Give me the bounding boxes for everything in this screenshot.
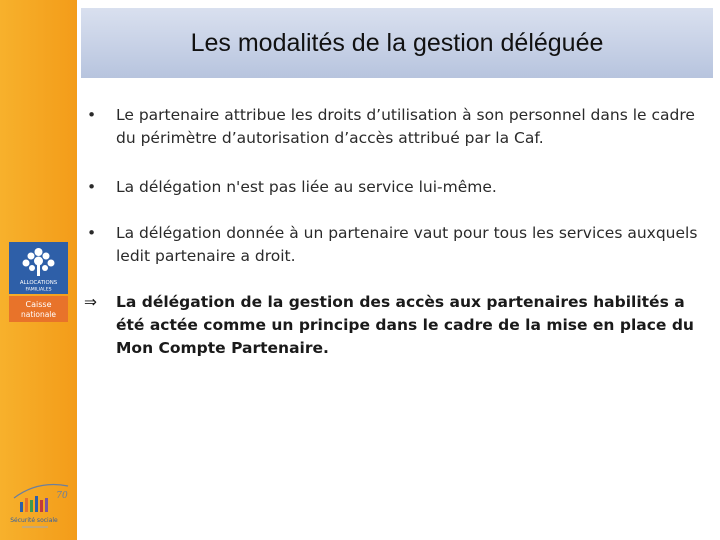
bullet-item — [84, 104, 709, 150]
secu-logo-line1: Sécurité sociale — [10, 517, 58, 524]
bullet-text: La délégation n'est pas liée au service lui-même. — [116, 178, 497, 196]
secu-logo-number: 70 — [56, 491, 68, 501]
caf-logo-line3: Caisse — [25, 300, 52, 309]
caf-logo-line4: nationale — [20, 310, 57, 319]
conclusion-text: La délégation de la gestion des accès aux partenaires habilités a été actée comme un principe dans le cadre de la mise en place du Mon Compte Partenaire. — [116, 293, 694, 357]
slide-title: Les modalités de la gestion déléguée — [190, 29, 604, 57]
bullet-marker: • — [87, 106, 97, 124]
arrow-icon: ⇒ — [84, 293, 97, 311]
bullet-text: La délégation donnée à un partenaire vaut pour tous les services auxquels ledit partenaire a droit. — [116, 224, 698, 265]
slide-content — [84, 104, 709, 360]
securite-sociale-logo — [8, 476, 72, 532]
caf-logo — [9, 242, 68, 322]
caf-logo-line1: ALLOCATIONS — [19, 280, 58, 286]
conclusion-item — [84, 291, 709, 360]
bullet-item — [84, 222, 709, 268]
bullet-text: Le partenaire attribue les droits d’utilisation à son personnel dans le cadre du périmètre d’autorisation d’accès attribué par la Caf. — [116, 106, 695, 147]
bullet-item — [84, 176, 709, 199]
bullet-marker: • — [87, 178, 97, 196]
caf-logo-line2: FAMILIALES — [25, 287, 52, 293]
bullet-marker: • — [87, 224, 97, 242]
